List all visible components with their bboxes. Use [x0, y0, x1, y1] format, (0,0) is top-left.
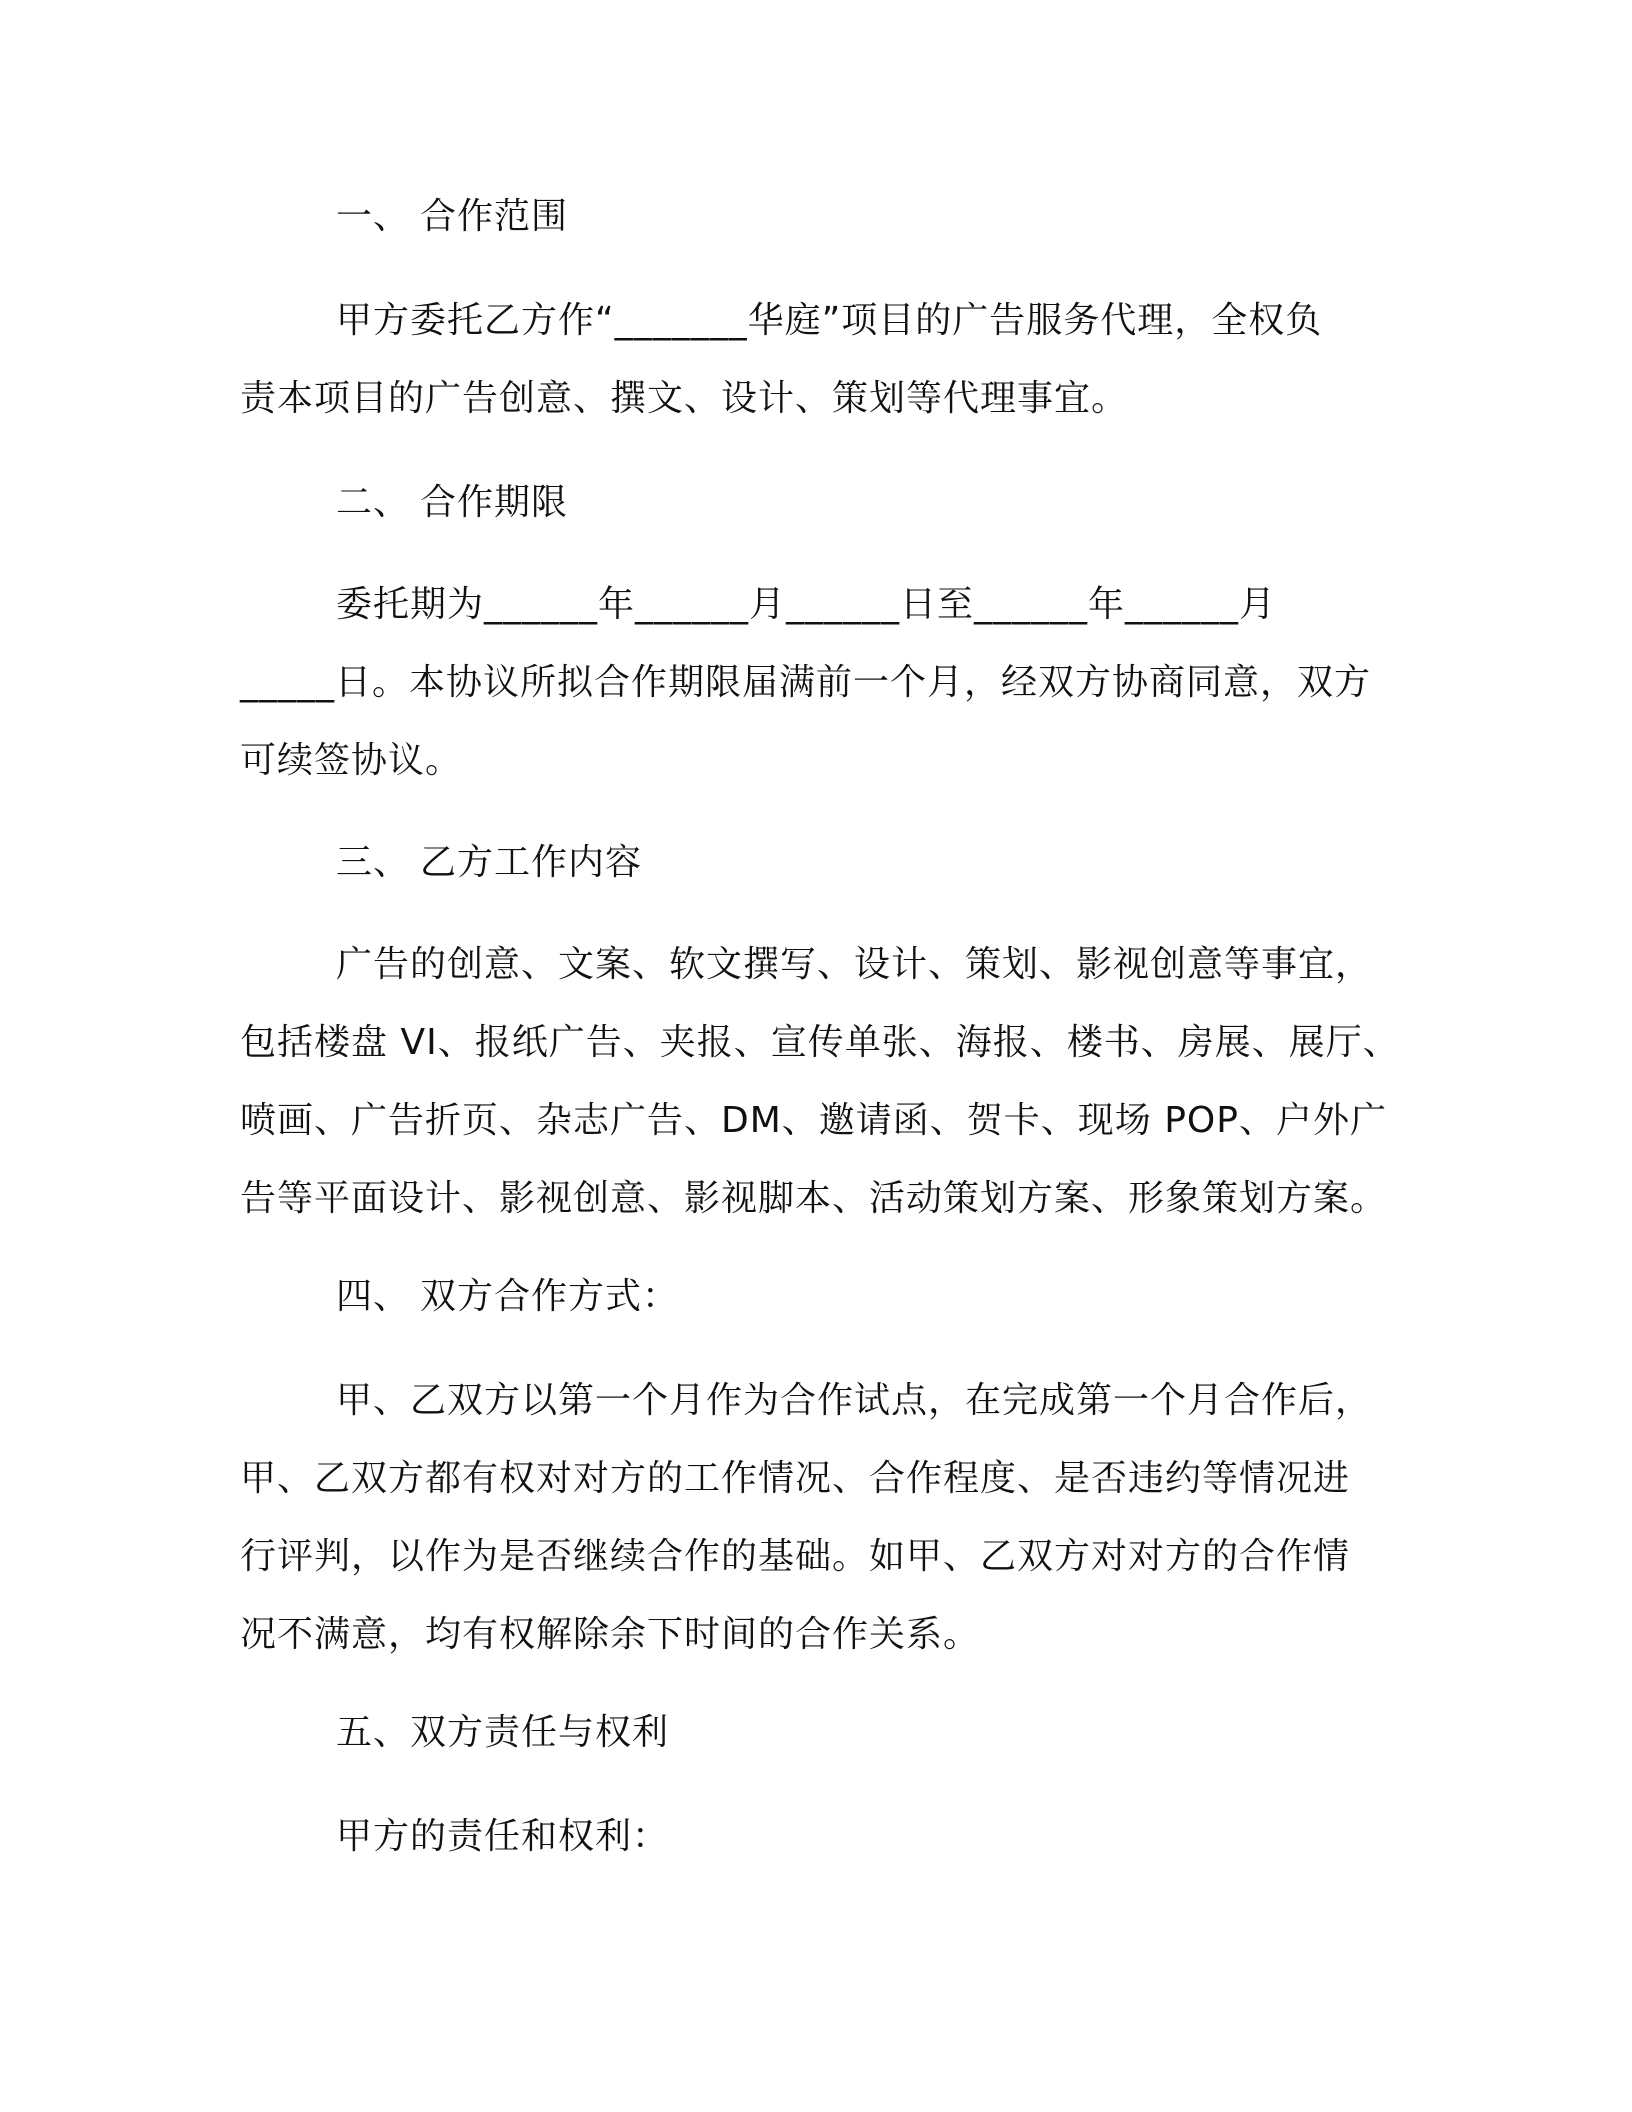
section-1-body	[240, 282, 1400, 438]
section-title: 合作期限	[420, 482, 569, 523]
subheading-line: 甲方的责任和权利：	[336, 1816, 670, 1857]
paragraph-line: 甲方委托乙方作“_______华庭”项目的广告服务代理，全权负	[336, 300, 1323, 341]
paragraph-line: 甲、乙双方以第一个月作为合作试点，在完成第一个月合作后，	[336, 1380, 1373, 1421]
paragraph-line: 况不满意，均有权解除余下时间的合作关系。	[240, 1614, 981, 1655]
paragraph-line: 告等平面设计、影视创意、影视脚本、活动策划方案、形象策划方案。	[240, 1178, 1388, 1219]
section-2-body	[240, 566, 1400, 800]
paragraph-line: 喷画、广告折页、杂志广告、DM、邀请函、贺卡、现场 POP、户外广	[240, 1100, 1387, 1141]
paragraph-line: 包括楼盘 VI、报纸广告、夹报、宣传单张、海报、楼书、房展、展厅、	[240, 1022, 1400, 1063]
section-heading	[240, 464, 1400, 542]
section-2	[240, 464, 1400, 542]
section-1	[240, 178, 1400, 256]
section-5	[240, 1694, 1400, 1772]
section-4	[240, 1258, 1400, 1336]
section-4-body	[240, 1362, 1400, 1674]
section-3-body	[240, 926, 1400, 1238]
section-title: 双方合作方式：	[420, 1276, 680, 1317]
section-title: 乙方工作内容	[420, 842, 643, 883]
section-3	[240, 824, 1400, 902]
section-number: 二、	[336, 482, 411, 523]
section-heading	[240, 1258, 1400, 1336]
section-title: 合作范围	[420, 196, 569, 237]
paragraph-line: 委托期为______年______月______日至______年______月	[336, 584, 1277, 625]
section-heading: 五、双方责任与权利	[336, 1712, 670, 1753]
section-heading	[240, 178, 1400, 256]
section-heading	[240, 824, 1400, 902]
paragraph-line: _____日。本协议所拟合作期限届满前一个月，经双方协商同意，双方	[240, 662, 1372, 703]
section-number: 三、	[336, 842, 411, 883]
section-number: 四、	[336, 1276, 411, 1317]
section-5-body	[240, 1798, 1400, 1876]
paragraph-line: 责本项目的广告创意、撰文、设计、策划等代理事宜。	[240, 378, 1129, 419]
paragraph-line: 可续签协议。	[240, 740, 463, 781]
paragraph-line: 甲、乙双方都有权对对方的工作情况、合作程度、是否违约等情况进	[240, 1458, 1351, 1499]
paragraph-line: 广告的创意、文案、软文撰写、设计、策划、影视创意等事宜，	[336, 944, 1373, 985]
section-number: 一、	[336, 196, 411, 237]
paragraph-line: 行评判，以作为是否继续合作的基础。如甲、乙双方对对方的合作情	[240, 1536, 1351, 1577]
